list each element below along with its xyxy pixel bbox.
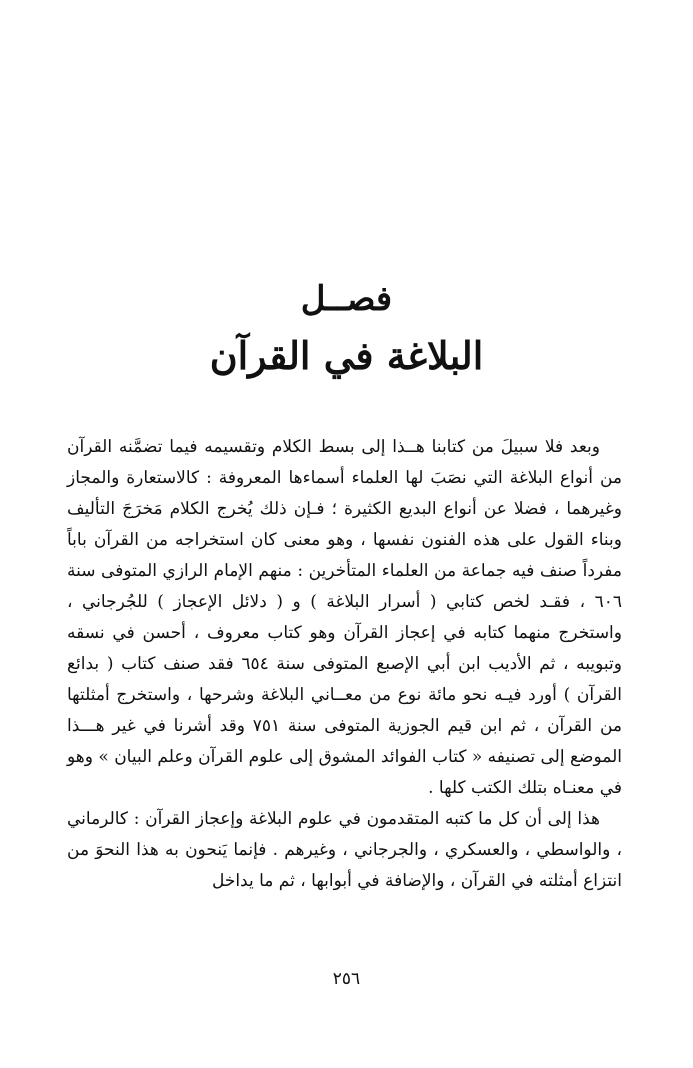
chapter-title: البلاغة في القرآن [209, 333, 484, 378]
paragraph-2: هذا إلى أن كل ما كتبه المتقدمون في علوم البلاغة وإعجاز القرآن : كالرماني ، والواسطي ، والعسكري ، والجرجاني ، وغيرهم . فإنما يَنحون به هذا النحوَ من انتزاع أمثلته في القرآن ، والإضافة في أبوابها ، ثم ما يداخل [67, 809, 622, 891]
body-text [67, 432, 622, 897]
chapter-label: فصــل [300, 279, 393, 319]
paragraph-1: وبعد فلا سبيلَ من كتابنا هــذا إلى بسط الكلام وتقسيمه فيما تضمَّنه القرآن من أنواع البلاغة التي نصَبَ لها العلماء أسماءها المعروفة : كالاستعارة والمجاز وغيرهما ، فضلا عن أنواع البديع الكثيرة ؛ فـإن ذلك يُخرج الكلام مَخرَجَ التأليف وبناء القول على هذه الفنون نفسها ، وهو معنى كان استخراجه من القرآن باباً مفرداً صنف فيه جماعة من العلماء المتأخرين : منهم الإمام الرازي المتوفى سنة ٦٠٦ ، فقـد لخص كتابي ( أسرار البلاغة ) و ( دلائل الإعجاز ) للجُرجاني ، واستخرج منهما كتابه في إعجاز القرآن وهو كتاب معروف ، أحسن في نسقه وتبويبه ، ثم الأديب ابن أبي الإصبع المتوفى سنة ٦٥٤ فقد صنف كتاب ( بدائع القرآن ) أورد فيـه نحو مائة نوع من معــاني البلاغة وشرحها ، واستخرج أمثلتها من القرآن ، ثم ابن قيم الجوزية المتوفى سنة ٧٥١ وقد أشرنا في غير هـــذا الموضع إلى تصنيفه « كتاب الفوائد المشوق إلى علوم القرآن وعلم البيان » وهو في معنـاه بتلك الكتب كلها . [67, 437, 622, 798]
page-number: ٢٥٦ [332, 969, 361, 989]
